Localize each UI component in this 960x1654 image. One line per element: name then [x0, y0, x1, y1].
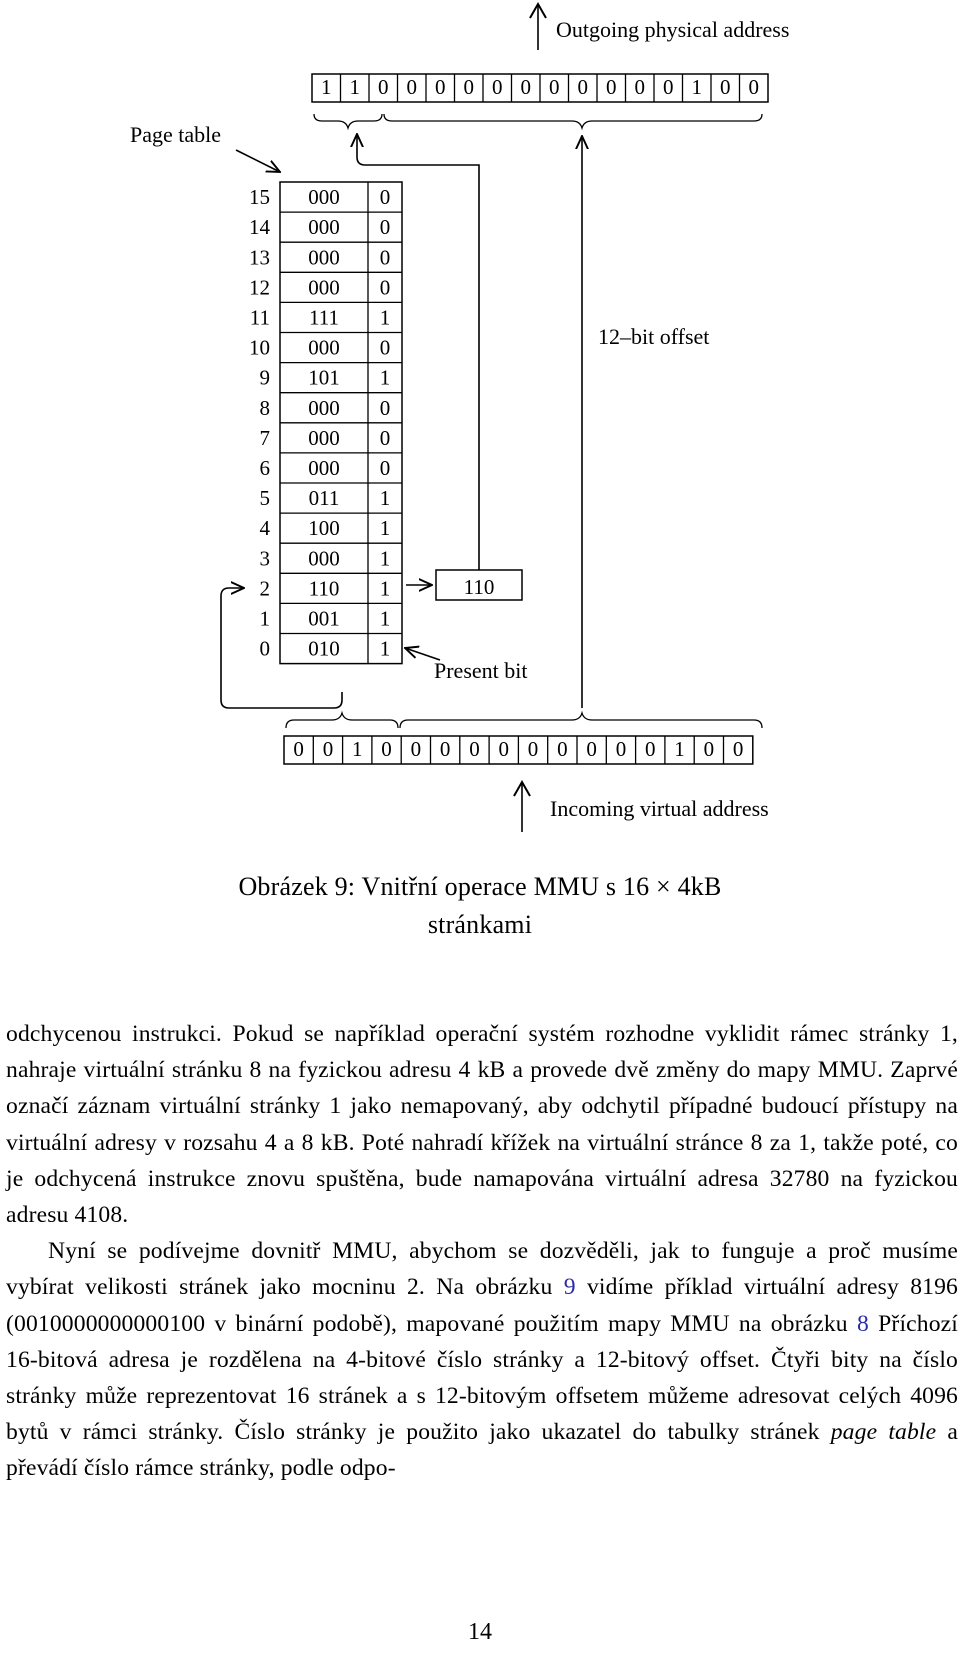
page-table-index-15: 15	[249, 185, 270, 210]
page-table-frame-12: 000	[308, 275, 340, 300]
outgoing-bit-13: 1	[691, 75, 702, 99]
outgoing-bit-2: 0	[378, 75, 389, 99]
page-table-index-4: 4	[259, 516, 270, 541]
page-table-index-6: 6	[259, 456, 270, 480]
outgoing-arrow	[530, 4, 546, 50]
paragraph-2-text-b: vidíme příklad virtuální adresy 8196 (0010000000000100 v binární podobě), mapované použitím mapy MMU na obrázku	[6, 1274, 959, 1337]
page-table-index-5: 5	[259, 486, 270, 511]
page-table-index-1: 1	[259, 606, 270, 631]
page-table-present-9: 1	[379, 365, 391, 390]
outgoing-bit-1: 1	[349, 75, 360, 99]
page-table-frame-10: 000	[308, 335, 340, 360]
page-table-frame-14: 000	[308, 215, 340, 240]
page-table-frame-8: 000	[308, 395, 340, 420]
outgoing-bit-11: 0	[634, 75, 645, 99]
present-bit-arrow	[405, 648, 440, 660]
page-table-index-2: 2	[259, 576, 270, 601]
figure-caption	[0, 868, 960, 944]
page-table-index-11: 11	[249, 305, 270, 330]
page-table-index-8: 8	[259, 395, 270, 420]
present-bit-label: Present bit	[434, 658, 528, 683]
page-table-present-6: 0	[379, 456, 391, 480]
outgoing-frame-brace	[314, 114, 382, 128]
page-table-present-13: 0	[379, 245, 391, 270]
incoming-bit-8: 0	[527, 737, 539, 761]
body-text	[6, 1016, 958, 1487]
page-table-frame-3: 000	[308, 546, 340, 571]
outgoing-address-register	[312, 74, 768, 102]
incoming-bit-3: 0	[381, 737, 392, 761]
outgoing-offset-brace	[384, 114, 762, 128]
page-table-frame-1: 001	[308, 606, 340, 631]
outgoing-bit-8: 0	[549, 75, 560, 99]
page-table-frame-2: 110	[308, 576, 340, 601]
caption-line-2: stránkami	[427, 910, 533, 939]
incoming-offset-brace	[400, 713, 762, 728]
outgoing-bit-6: 0	[492, 75, 503, 99]
incoming-bit-1: 0	[322, 737, 334, 761]
caption-line-1: Obrázek 9: Vnitřní operace MMU s 16 × 4kB	[238, 872, 722, 901]
incoming-bit-5: 0	[439, 737, 451, 761]
page-table-index-3: 3	[259, 546, 270, 571]
figure-ref-9[interactable]: 9	[563, 1274, 576, 1301]
figure-ref-8[interactable]: 8	[856, 1310, 869, 1337]
selected-frame-box	[436, 570, 522, 600]
incoming-bit-0: 0	[293, 737, 304, 761]
outgoing-bit-4: 0	[435, 75, 446, 99]
paragraph-1: odchycenou instrukci. Pokud se například operační systém rozhodne vyklidit rámec stránky 1, nahraje virtuální stránku 8 na fyzickou adresu 4 kB a provede dvě změny do mapy MMU. Zaprvé označí záznam virtuální stránky 1 jako nemapovaný, aby odchytil případné budoucí přístupy na virtuální adresy v rozsahu 4 a 8 kB. Poté nahradí křížek na virtuální stránce 8 za 1, takže poté, co je odchycená instrukce znovu spuštěna, bude namapována virtuální adresa 32780 na fyzickou adresu 4108.	[6, 1021, 958, 1229]
incoming-bit-9: 0	[557, 737, 568, 761]
page-table-frame-4: 100	[308, 516, 340, 541]
outgoing-address-label: Outgoing physical address	[556, 17, 790, 42]
page-table-index-13: 13	[249, 245, 270, 270]
frame-to-physical-arrow	[357, 134, 479, 570]
incoming-bit-2: 1	[352, 737, 363, 761]
page-table-index-14: 14	[249, 215, 270, 240]
page-table-index-7: 7	[259, 425, 270, 450]
page-table-present-10: 0	[379, 335, 391, 360]
page-table-index-9: 9	[259, 365, 270, 390]
incoming-address-label: Incoming virtual address	[550, 796, 769, 821]
incoming-bit-12: 0	[645, 737, 656, 761]
offset-label: 12–bit offset	[598, 324, 710, 349]
page-table-frame-0: 010	[308, 636, 340, 661]
outgoing-bit-5: 0	[463, 75, 474, 99]
page-number: 14	[468, 1619, 492, 1645]
incoming-address-register	[284, 736, 753, 764]
incoming-arrow	[514, 782, 530, 832]
outgoing-bit-12: 0	[663, 75, 674, 99]
page-table-present-14: 0	[379, 215, 391, 240]
page-table-present-7: 0	[379, 425, 391, 450]
page-table-frame-13: 000	[308, 245, 340, 270]
incoming-bit-11: 0	[615, 737, 627, 761]
page-table-index-0: 0	[259, 636, 270, 661]
page-table	[249, 182, 402, 664]
selected-frame-value: 110	[463, 575, 495, 599]
page-table-frame-15: 000	[308, 185, 340, 210]
page-table-present-12: 0	[379, 275, 391, 300]
incoming-bit-6: 0	[469, 737, 480, 761]
paragraph-2-text-d: a převádí číslo rámce stránky, podle odpo-	[6, 1419, 958, 1482]
page-table-present-8: 0	[379, 395, 391, 420]
incoming-bit-15: 0	[732, 737, 744, 761]
incoming-bit-13: 1	[674, 737, 685, 761]
page-table-term: page table	[830, 1419, 937, 1446]
page-table-frame-5: 011	[308, 486, 340, 511]
page-table-arrow	[236, 150, 280, 172]
incoming-bit-7: 0	[498, 737, 509, 761]
incoming-bit-14: 0	[703, 737, 715, 761]
incoming-page-brace	[286, 713, 398, 728]
page-table-index-12: 12	[249, 275, 270, 300]
incoming-bit-4: 0	[410, 737, 422, 761]
page-table-present-2: 1	[379, 576, 391, 601]
page-table-present-11: 1	[379, 305, 391, 330]
incoming-bit-10: 0	[586, 737, 597, 761]
paragraph-2-text-c: Příchozí 16-bitová adresa je rozdělena na 4-bitové číslo stránky a 12-bitový offset. Čtyři bity na číslo stránky může reprezentovat 16 stránek a s 12-bitovým offsetem můžeme adresovat celých 4096 bytů v rámci stránky. Číslo stránky je použito jako ukazatel do tabulky stránek	[6, 1310, 958, 1446]
outgoing-bit-9: 0	[577, 75, 588, 99]
page-table-frame-7: 000	[308, 425, 340, 450]
page-table-present-5: 1	[379, 486, 391, 511]
paragraph-2-text-a: Nyní se podívejme dovnitř MMU, abychom se dozvěděli, jak to funguje a proč musíme vybírat velikosti stránek jako mocninu 2. Na obrázku	[6, 1238, 958, 1301]
page-table-present-4: 1	[379, 516, 391, 541]
page-table-frame-6: 000	[308, 456, 340, 480]
outgoing-bit-0: 1	[321, 75, 332, 99]
page-table-present-0: 1	[379, 636, 391, 661]
page-table-present-15: 0	[379, 185, 391, 210]
page-table-label: Page table	[130, 122, 222, 147]
page-table-frame-9: 101	[308, 365, 340, 390]
page-table-frame-11: 111	[309, 305, 339, 330]
page-table-index-10: 10	[249, 335, 270, 360]
outgoing-bit-14: 0	[720, 75, 731, 99]
outgoing-bit-10: 0	[606, 75, 617, 99]
outgoing-bit-15: 0	[748, 75, 759, 99]
paragraph-2	[6, 1233, 958, 1486]
outgoing-bit-3: 0	[406, 75, 417, 99]
page-table-present-3: 1	[379, 546, 391, 571]
page-table-present-1: 1	[379, 606, 391, 631]
outgoing-bit-7: 0	[520, 75, 531, 99]
